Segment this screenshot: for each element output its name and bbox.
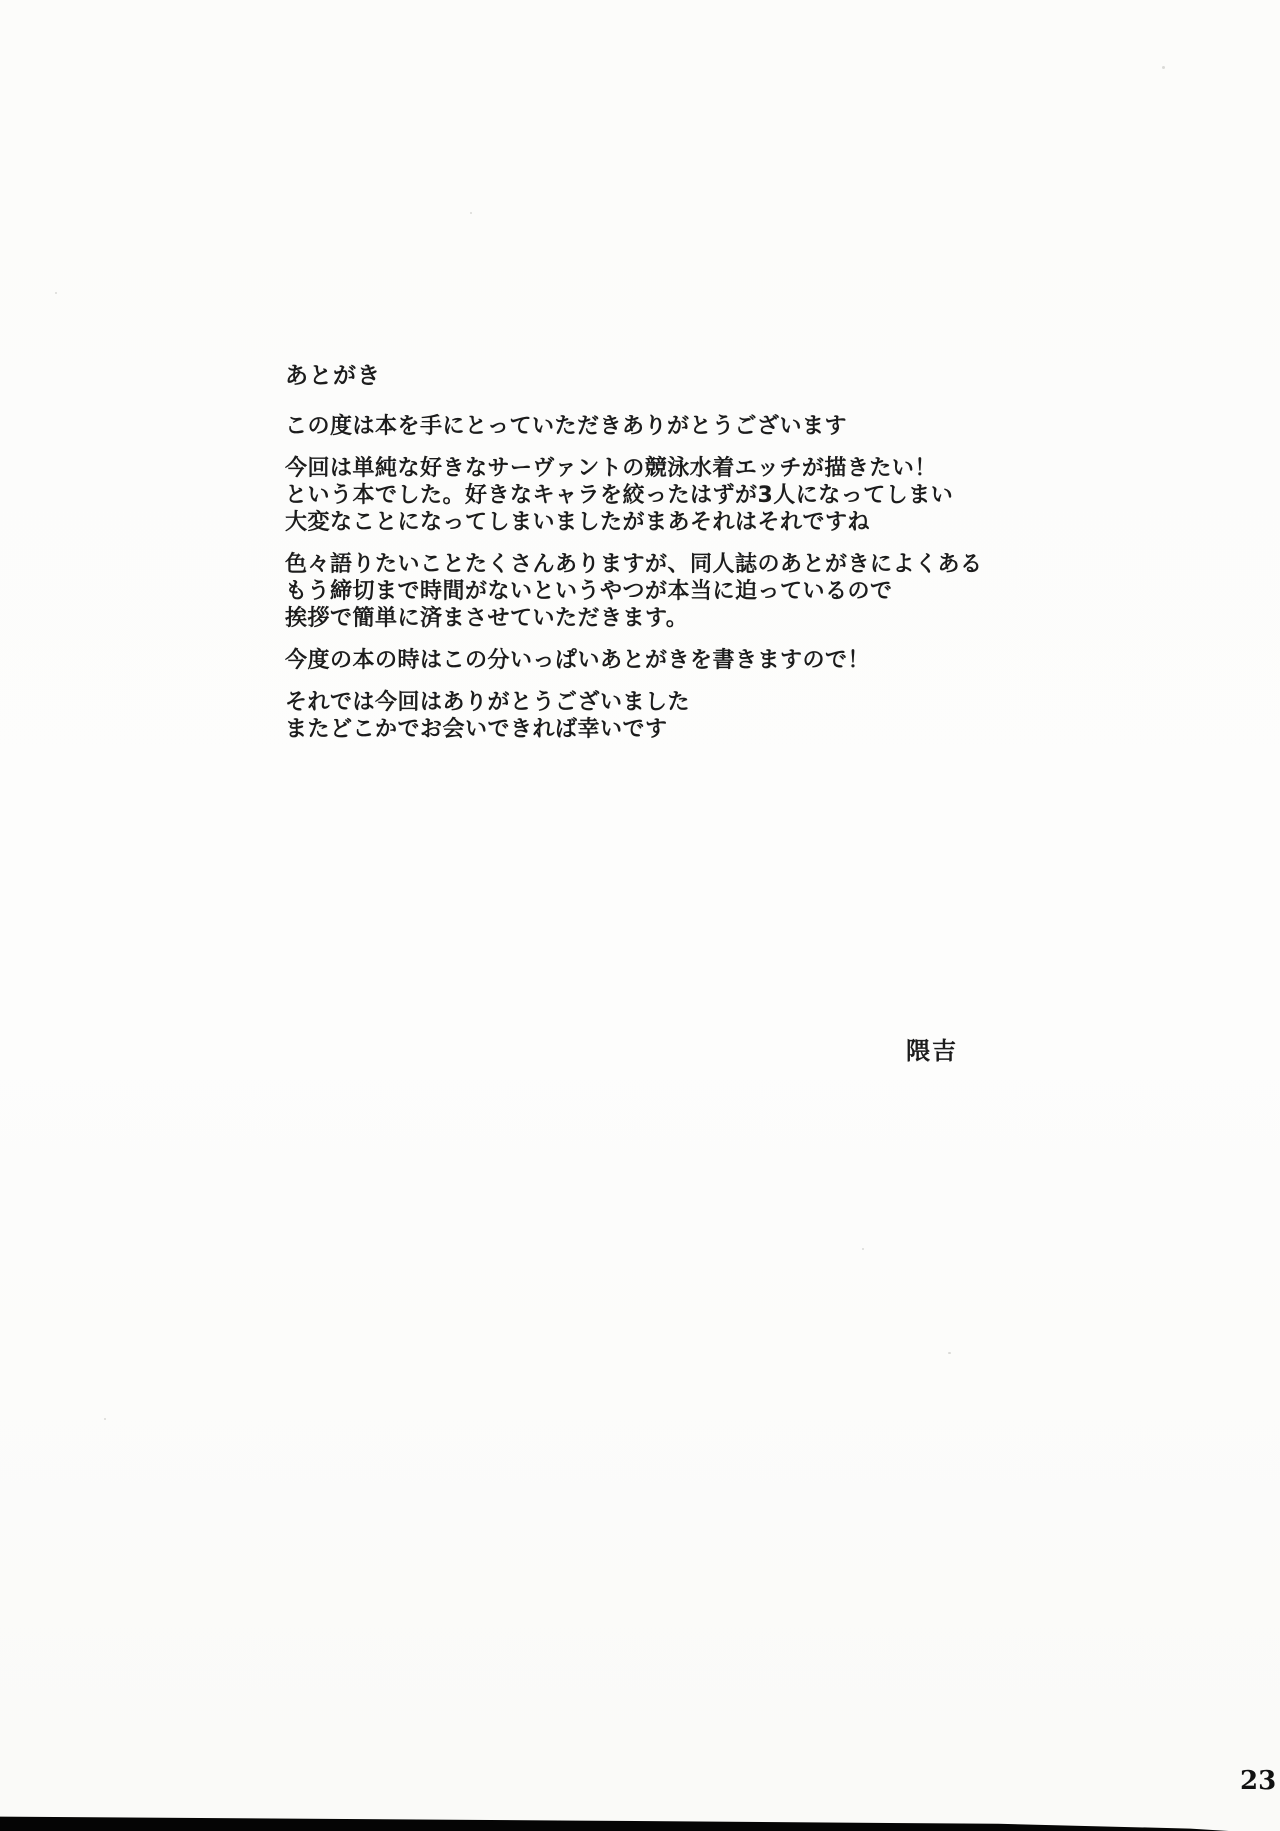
text-line: 今度の本の時はこの分いっぱいあとがきを書きますので！ [285, 648, 871, 673]
scan-speck [948, 1352, 951, 1354]
paragraph-concept [285, 455, 1005, 536]
text-line: 挨拶で簡単に済まさせていただきます。 [285, 606, 689, 631]
text-line: この度は本を手にとっていただきありがとうございます [285, 414, 848, 439]
text-line: もう締切まで時間がないというやつが本当に迫っているので [285, 579, 893, 604]
text-line: 色々語りたいことたくさんありますが、同人誌のあとがきによくある [285, 552, 983, 577]
scan-speck [470, 212, 472, 214]
author-signature: 隈吉 [906, 1037, 958, 1065]
paragraph-deadline [285, 551, 1005, 632]
paragraph-thanks [285, 413, 1005, 440]
afterword-text-block [285, 363, 1005, 758]
scan-speck [55, 292, 57, 294]
text-line: またどこかでお会いできれば幸いです [285, 717, 668, 742]
page-title: あとがき [285, 363, 381, 389]
paragraph-farewell [285, 689, 1005, 743]
text-line: 大変なことになってしまいましたがまあそれはそれですね [285, 510, 871, 535]
scan-bottom-edge [0, 1815, 1280, 1831]
text-line: という本でした。好きなキャラを絞ったはずが3人になってしまい [285, 483, 954, 508]
scan-speck [104, 1418, 106, 1420]
scan-speck [862, 1248, 864, 1250]
scan-speck [1162, 66, 1165, 69]
page-number: 23 [1240, 1766, 1277, 1796]
text-line: 今回は単純な好きなサーヴァントの競泳水着エッチが描きたい！ [285, 456, 937, 481]
text-line: それでは今回はありがとうございました [285, 690, 691, 715]
paragraph-next-book [285, 647, 1005, 674]
